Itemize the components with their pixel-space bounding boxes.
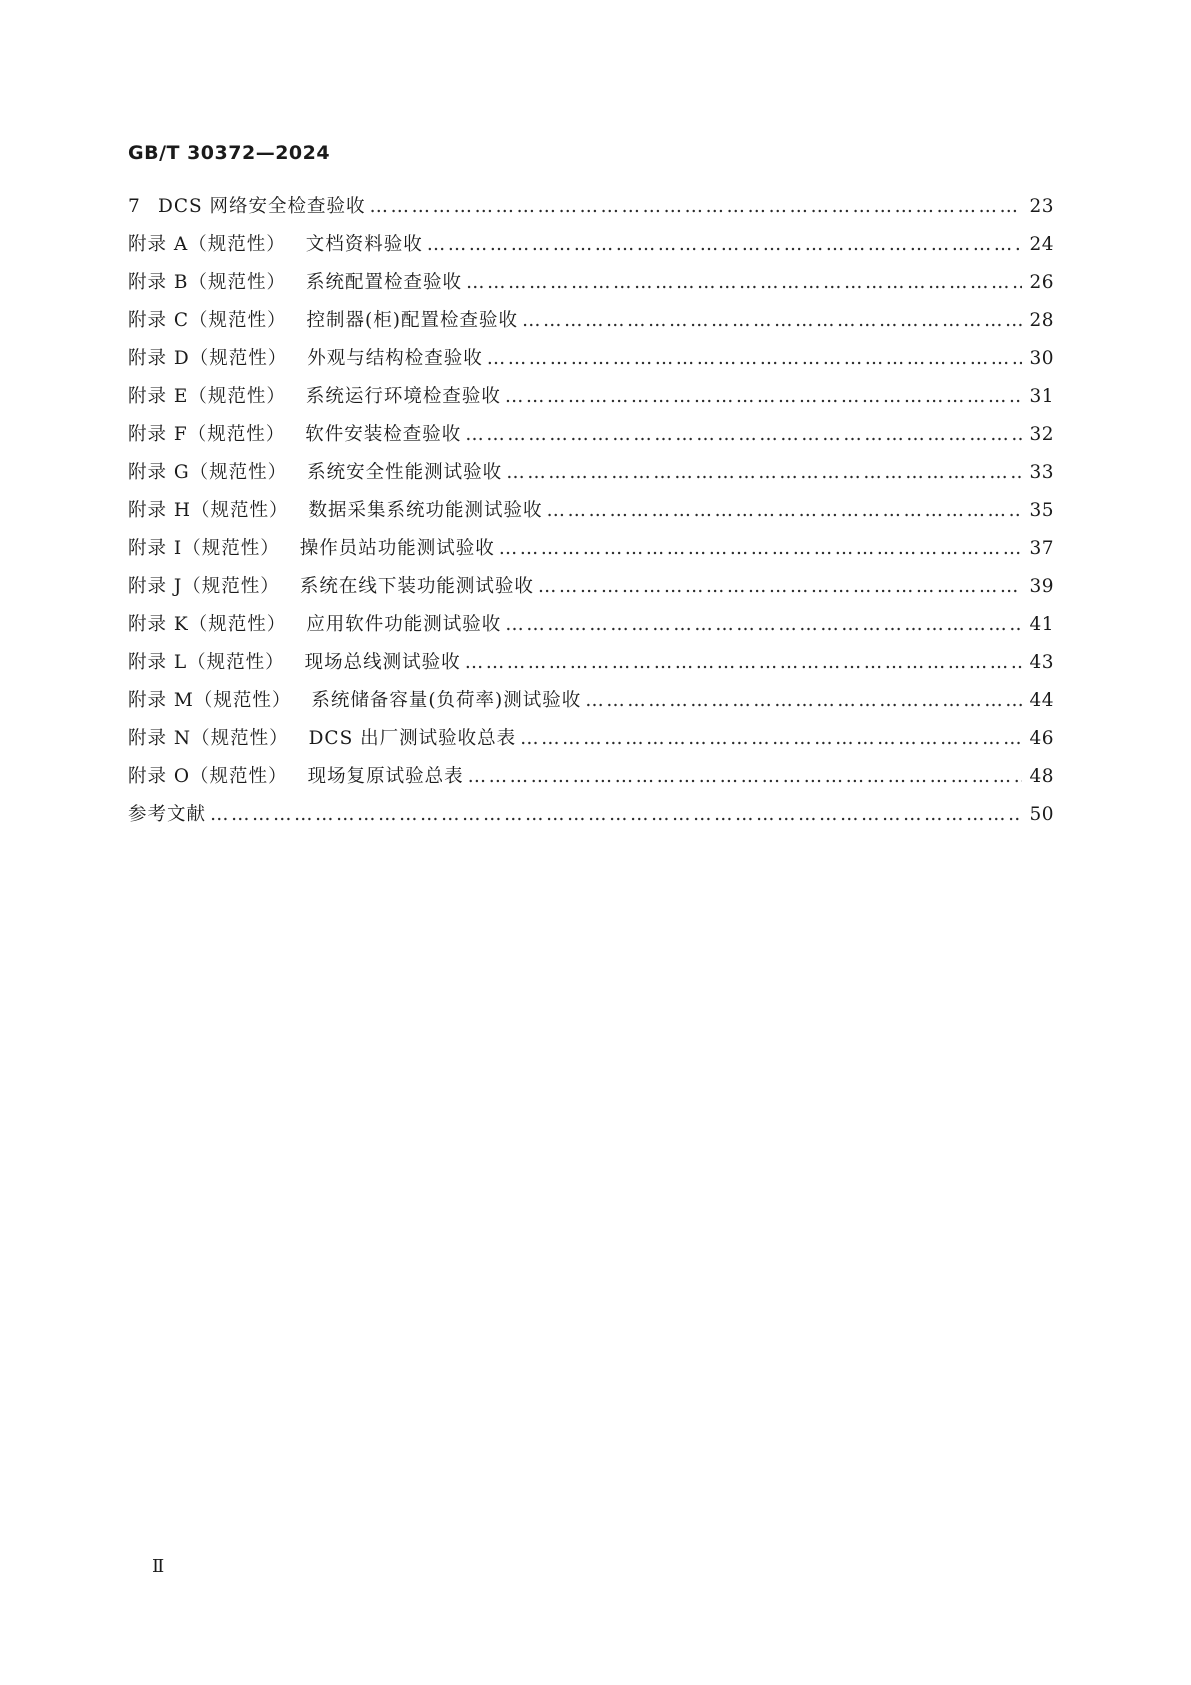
toc-dot-leader [505,386,1022,407]
toc-entry-title: DCS 网络安全检查验收 [158,196,366,217]
toc-entry-prefix: 附录 H（规范性） [128,500,289,521]
toc-dot-leader [505,614,1022,635]
toc-entry-prefix: 附录 E（规范性） [128,386,286,407]
toc-entry-page: 37 [1029,538,1054,559]
toc-entry-page: 28 [1029,310,1054,331]
toc-entry-page: 41 [1029,614,1054,635]
toc-entry-title: 系统运行环境检查验收 [305,386,501,407]
toc-entry-appendix-b[interactable] [128,268,1054,306]
toc-entry-prefix: 附录 O（规范性） [128,766,288,787]
toc-entry-page: 46 [1029,728,1054,749]
toc-entry-title: 现场复原试验总表 [307,766,464,787]
toc-dot-leader [465,652,1022,673]
toc-entry-prefix: 附录 F（规范性） [128,424,286,445]
toc-entry-prefix: 附录 L（规范性） [128,652,285,673]
toc-entry-appendix-o[interactable] [128,762,1054,800]
toc-entry-references[interactable] [128,800,1054,838]
toc-entry-title: 操作员站功能测试验收 [299,538,495,559]
toc-entry-prefix: 附录 B（规范性） [128,272,286,293]
toc-dot-leader [427,234,1022,255]
toc-entry-prefix: 附录 G（规范性） [128,462,288,483]
toc-entry-prefix: 附录 K（规范性） [128,614,287,635]
toc-dot-leader [210,804,1022,825]
toc-entry-title: 文档资料验收 [305,234,423,255]
toc-dot-leader [506,462,1022,483]
toc-entry-prefix: 附录 M（规范性） [128,690,292,711]
toc-dot-leader [547,500,1022,521]
toc-entry-page: 43 [1029,652,1054,673]
toc-entry-title: 系统在线下装功能测试验收 [299,576,534,597]
toc-entry-appendix-h[interactable] [128,496,1054,534]
toc-entry-number: 7 [128,196,141,217]
toc-dot-leader [520,728,1022,749]
toc-entry-appendix-n[interactable] [128,724,1054,762]
toc-entry-page: 39 [1029,576,1054,597]
toc-dot-leader [465,424,1022,445]
toc-entry-page: 26 [1029,272,1054,293]
page-number: Ⅱ [152,1556,165,1577]
standard-number: GB/T 30372—2024 [128,142,331,164]
toc-dot-leader [468,766,1022,787]
toc-entry-title: 系统安全性能测试验收 [307,462,503,483]
toc-entry-prefix: 附录 C（规范性） [128,310,287,331]
toc-entry-title: 现场总线测试验收 [304,652,461,673]
toc-entry-appendix-i[interactable] [128,534,1054,572]
toc-entry-appendix-j[interactable] [128,572,1054,610]
table-of-contents [128,192,1054,838]
toc-entry-prefix: 参考文献 [128,804,207,825]
toc-entry-page: 50 [1029,804,1054,825]
toc-entry-appendix-g[interactable] [128,458,1054,496]
toc-entry-appendix-l[interactable] [128,648,1054,686]
toc-dot-leader [487,348,1022,369]
toc-entry-appendix-k[interactable] [128,610,1054,648]
toc-entry-appendix-m[interactable] [128,686,1054,724]
toc-entry-appendix-f[interactable] [128,420,1054,458]
toc-entry-page: 44 [1029,690,1054,711]
toc-entry-page: 32 [1029,424,1054,445]
toc-entry-title: 控制器(柜)配置检查验收 [306,310,518,331]
toc-dot-leader [522,310,1022,331]
toc-dot-leader [585,690,1022,711]
toc-entry-section-7[interactable] [128,192,1054,230]
toc-entry-prefix: 附录 A（规范性） [128,234,286,255]
toc-dot-leader [370,196,1022,217]
toc-entry-page: 31 [1029,386,1054,407]
toc-entry-title: 数据采集系统功能测试验收 [308,500,543,521]
toc-entry-title: 应用软件功能测试验收 [306,614,502,635]
toc-entry-appendix-e[interactable] [128,382,1054,420]
toc-entry-prefix: 附录 J（规范性） [128,576,280,597]
toc-entry-title: 系统储备容量(负荷率)测试验收 [311,690,582,711]
toc-entry-appendix-a[interactable] [128,230,1054,268]
toc-entry-title: 软件安装检查验收 [305,424,462,445]
toc-dot-leader [499,538,1022,559]
toc-entry-page: 33 [1029,462,1054,483]
toc-entry-page: 48 [1029,766,1054,787]
toc-entry-page: 23 [1029,196,1054,217]
toc-entry-page: 24 [1029,234,1054,255]
toc-entry-title: 外观与结构检查验收 [307,348,483,369]
toc-entry-appendix-c[interactable] [128,306,1054,344]
toc-entry-prefix: 附录 I（规范性） [128,538,280,559]
toc-entry-appendix-d[interactable] [128,344,1054,382]
toc-entry-title: 系统配置检查验收 [305,272,462,293]
toc-dot-leader [466,272,1022,293]
toc-entry-prefix: 附录 D（规范性） [128,348,288,369]
toc-entry-page: 30 [1029,348,1054,369]
toc-entry-prefix: 附录 N（规范性） [128,728,289,749]
toc-entry-page: 35 [1029,500,1054,521]
toc-dot-leader [538,576,1022,597]
toc-entry-title: DCS 出厂测试验收总表 [308,728,517,749]
